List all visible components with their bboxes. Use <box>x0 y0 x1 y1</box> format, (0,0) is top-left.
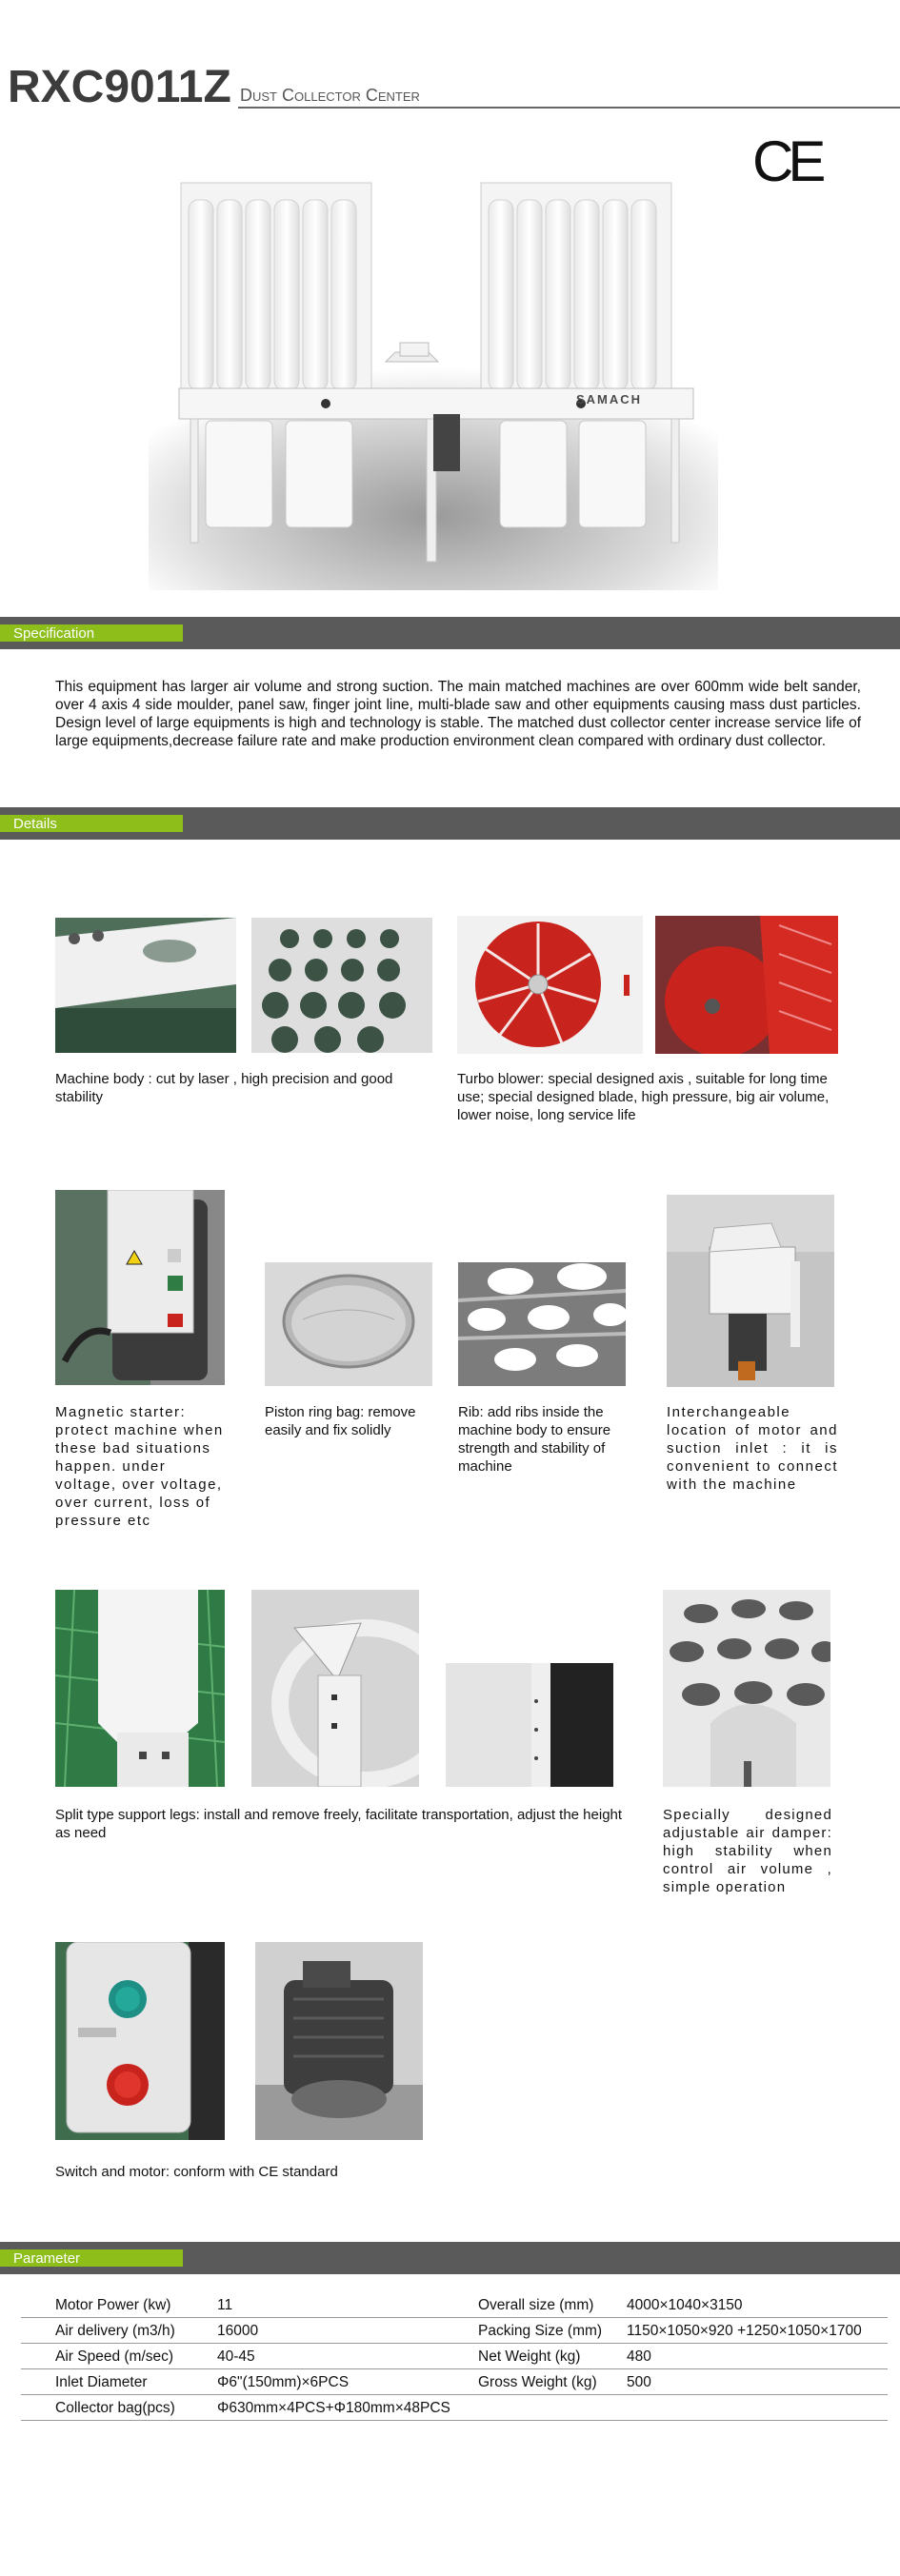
rib-caption: Rib: add ribs inside the machine body to ensure strength and stability of machine <box>458 1404 611 1475</box>
product-subtitle: Dust Collector Center <box>240 86 420 105</box>
interchangeable-location-photo <box>667 1195 834 1387</box>
air-damper-photo <box>663 1590 830 1787</box>
param-value: 11 <box>217 2297 233 2313</box>
param-label: Gross Weight (kg) <box>478 2374 597 2390</box>
table-row <box>21 2292 888 2318</box>
parameter-table <box>21 2292 888 2421</box>
machine-body-caption: Machine body : cut by laser , high precision and good stability <box>55 1071 393 1105</box>
machine-body-photo-2 <box>251 918 432 1053</box>
specification-bar <box>0 617 900 649</box>
param-value: 480 <box>627 2348 651 2365</box>
param-label: Overall size (mm) <box>478 2297 594 2313</box>
specification-label: Specification <box>13 625 95 642</box>
param-label: Collector bag(pcs) <box>55 2400 175 2416</box>
param-label: Inlet Diameter <box>55 2374 148 2390</box>
param-label: Packing Size (mm) <box>478 2323 603 2339</box>
param-value: 1150×1050×920 +1250×1050×1700 <box>627 2323 862 2339</box>
table-row <box>21 2318 888 2344</box>
header-divider <box>238 107 900 109</box>
piston-ring-bag-photo <box>265 1262 432 1386</box>
air-damper-caption: Specially designed adjustable air damper: high stability when control air volume , simple operation <box>663 1807 832 1895</box>
details-tab <box>0 815 183 832</box>
hero-machine-image <box>143 171 724 590</box>
switch-motor-caption: Switch and motor: conform with CE standard <box>55 2164 338 2180</box>
piston-ring-bag-caption: Piston ring bag: remove easily and fix solidly <box>265 1404 416 1438</box>
switch-photo <box>55 1942 225 2140</box>
param-value: 40-45 <box>217 2348 255 2365</box>
details-bar <box>0 807 900 840</box>
magnetic-starter-photo <box>55 1190 225 1385</box>
specification-tab <box>0 624 183 642</box>
param-value: 500 <box>627 2374 651 2390</box>
specification-text: This equipment has larger air volume and strong suction. The main matched machines are over 600mm wide belt sander, over 4 axis 4 side moulder, panel saw, finger joint line, multi-blade saw and other equipments causing mass dust particles. Design level of large equipments is high and technology is stable. The matched dust collector center increase service life of large equipments,decrease failure rate and make production environment clean compared with ordinary dust collector. <box>55 679 861 749</box>
param-label: Net Weight (kg) <box>478 2348 581 2365</box>
table-row <box>21 2395 888 2421</box>
table-row <box>21 2344 888 2369</box>
machine-body-photo-1 <box>55 918 236 1053</box>
table-row <box>21 2369 888 2395</box>
interchangeable-caption: Interchangeable location of motor and suction inlet : it is convenient to connect with the machine <box>667 1404 838 1493</box>
support-leg-photo-1 <box>55 1590 225 1787</box>
magnetic-starter-caption: Magnetic starter: protect machine when these bad situations happen. under voltage, over voltage, over current, loss of pressure etc <box>55 1404 224 1529</box>
turbo-blower-photo-1 <box>457 916 643 1054</box>
ce-mark: CE <box>752 129 821 193</box>
support-legs-caption: Split type support legs: install and remove freely, facilitate transportation, adjust the height as need <box>55 1807 623 1841</box>
turbo-blower-caption: Turbo blower: special designed axis , suitable for long time use; special designed blade, high pressure, big air volume, lower noise, long service life <box>457 1071 830 1123</box>
rib-photo <box>458 1262 626 1386</box>
param-label: Air Speed (m/sec) <box>55 2348 174 2365</box>
param-value: 16000 <box>217 2323 259 2339</box>
turbo-blower-photo-2 <box>655 916 838 1054</box>
parameter-label: Parameter <box>13 2250 81 2267</box>
parameter-bar <box>0 2242 900 2274</box>
support-leg-photo-3 <box>446 1663 613 1787</box>
details-label: Details <box>13 816 57 832</box>
motor-photo <box>255 1942 423 2140</box>
param-value: 4000×1040×3150 <box>627 2297 743 2313</box>
support-leg-photo-2 <box>251 1590 419 1787</box>
machine-brand-logo: SAMACH <box>576 392 643 406</box>
param-value: Φ630mm×4PCS+Φ180mm×48PCS <box>217 2400 450 2416</box>
param-label: Air delivery (m3/h) <box>55 2323 175 2339</box>
param-value: Φ6"(150mm)×6PCS <box>217 2374 350 2390</box>
param-label: Motor Power (kw) <box>55 2297 171 2313</box>
parameter-tab <box>0 2249 183 2267</box>
model-title: RXC9011Z <box>8 62 231 112</box>
